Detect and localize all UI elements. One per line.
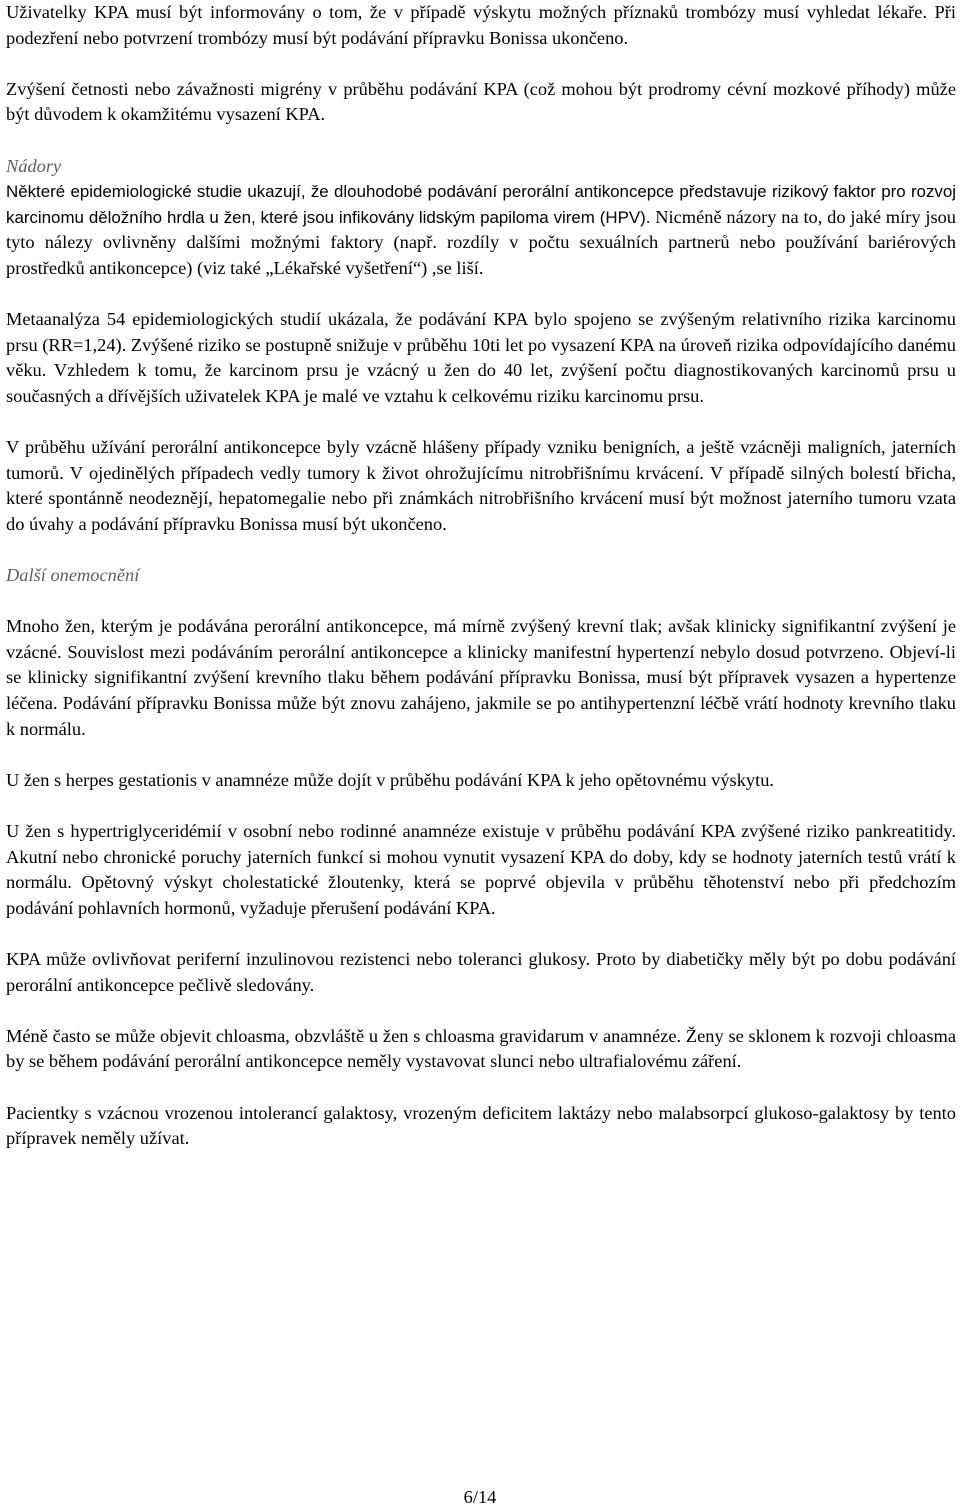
document-page — [6, 0, 956, 1152]
paragraph-herpes: U žen s herpes gestationis v anamnéze může dojít v průběhu podávání KPA k jeho opětovnému výskytu. — [6, 769, 774, 790]
paragraph-tumors-hpv-part1: Některé epidemiologické studie ukazují, že dlouhodobé podávání perorální antikoncepce představuje rizikový faktor pro rozvoj karcinomu děložního hrdla u žen, které jsou infikovány lidským papiloma virem (HPV). — [6, 182, 956, 227]
heading-dalsi-onemocneni: Další onemocnění — [6, 565, 140, 586]
paragraph-blood-pressure: Mnoho žen, kterým je podávána perorální antikoncepce, má mírně zvýšený krevní tlak; avšak klinicky signifikantní zvýšení je vzácné. Souvislost mezi podáváním perorální antikoncepce a klinicky manifestní hypertenzí nebylo dosud potvrzeno. Objeví-li se klinicky signifikantní zvýšení krevního tlaku během podávání přípravku Bonissa, musí být přípravek vysazen a hypertenze léčena. Podávání přípravku Bonissa může být znovu zahájeno, jakmile se po antihypertenzní léčbě vrátí hodnoty krevního tlaku k normálu. — [6, 616, 956, 739]
page-number: 6/14 — [463, 1487, 497, 1507]
paragraph-tumors-hpv-part2: Nicméně názory na to, do jaké míry jsou tyto nálezy ovlivněny dalšími možnými faktory (např. rozdíly v počtu sexuálních partnerů nebo používání bariérových prostředků antikoncepce) (viz také „Lékařské vyšetření“) ,se liší. — [6, 206, 956, 278]
paragraph-glucose: KPA může ovlivňovat periferní inzulinovou rezistenci nebo toleranci glukosy. Proto by diabetičky měly být po dobu podávání perorální antikoncepce pečlivě sledovány. — [6, 948, 956, 995]
paragraph-migraine: Zvýšení četnosti nebo závažnosti migrény v průběhu podávání KPA (což mohou být prodromy cévní mozkové příhody) může být důvodem k okamžitému vysazení KPA. — [6, 78, 956, 125]
heading-nadory: Nádory — [6, 155, 62, 176]
paragraph-breast-cancer: Metaanalýza 54 epidemiologických studií ukázala, že podávání KPA bylo spojeno se zvýšeným relativního rizika karcinomu prsu (RR=1,24). Zvýšené riziko se postupně snižuje v průběhu 10ti let po vysazení KPA na úroveň rizika odpovídajícího danému věku. Vzhledem k tomu, že karcinom prsu je vzácný u žen do 40 let, zvýšení počtu diagnostikovaných karcinomů prsu u současných a dřívějších uživatelek KPA je malé ve vztahu k celkovému riziku karcinomu prsu. — [6, 309, 956, 406]
paragraph-tumors-hpv — [6, 179, 956, 281]
paragraph-chloasma: Méně často se může objevit chloasma, obzvláště u žen s chloasma gravidarum v anamnéze. Ženy se sklonem k rozvoji chloasma by se během podávání perorální antikoncepce neměly vystavovat slunci nebo ultrafialovému záření. — [6, 1025, 956, 1072]
paragraph-galactose: Pacientky s vzácnou vrozenou intolerancí galaktosy, vrozeným deficitem laktázy nebo malabsorpcí glukoso-galaktosy by tento přípravek neměly užívat. — [6, 1102, 956, 1149]
paragraph-liver-tumors: V průběhu užívání perorální antikoncepce byly vzácně hlášeny případy vzniku benigních, a ještě vzácněji maligních, jaterních tumorů. V ojedinělých případech vedly tumory k život ohrožujícímu nitrobřišnímu krvácení. V případě silných bolestí břicha, které spontánně neodeznějí, hepatomegalie nebo při známkách nitrobřišního krvácení musí být možnost jaterního tumoru vzata do úvahy a podávání přípravku Bonissa musí být ukončeno. — [6, 437, 956, 534]
paragraph-thrombosis: Uživatelky KPA musí být informovány o tom, že v případě výskytu možných příznaků trombózy musí vyhledat lékaře. Při podezření nebo potvrzení trombózy musí být podávání přípravku Bonissa ukončeno. — [6, 2, 956, 48]
paragraph-pancreatitis: U žen s hypertriglyceridémií v osobní nebo rodinné anamnéze existuje v průběhu podávání KPA zvýšené riziko pankreatitidy. Akutní nebo chronické poruchy jaterních funkcí si mohou vynutit vysazení KPA do doby, kdy se hodnoty jaterních testů vrátí k normálu. Opětovný výskyt cholestatické žloutenky, která se poprvé objevila v průběhu těhotenství nebo při předchozím podávání pohlavních hormonů, vyžaduje přerušení podávání KPA. — [6, 821, 956, 918]
